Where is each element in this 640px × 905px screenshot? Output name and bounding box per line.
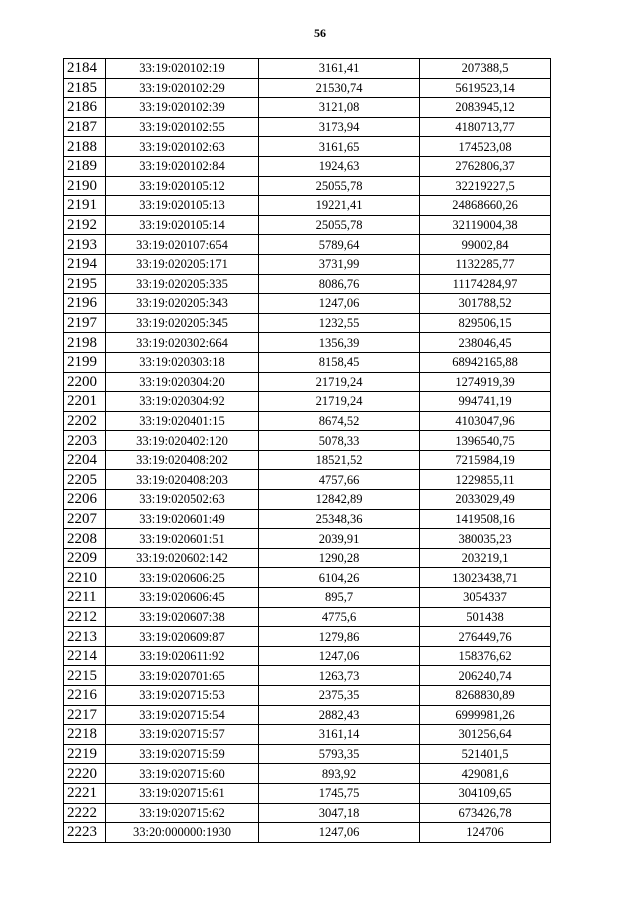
row-number-cell: 2212: [64, 607, 106, 627]
cadastral-number-cell: 33:19:020205:343: [106, 294, 259, 314]
area-cell: 1247,06: [259, 646, 420, 666]
row-number-cell: 2193: [64, 235, 106, 255]
area-cell: 2375,35: [259, 686, 420, 706]
table-row: [64, 196, 551, 216]
cadastral-value-cell: 24868660,26: [420, 196, 551, 216]
area-cell: 21530,74: [259, 78, 420, 98]
area-cell: 5793,35: [259, 744, 420, 764]
cadastral-value-cell: 207388,5: [420, 59, 551, 79]
cadastral-number-cell: 33:19:020105:13: [106, 196, 259, 216]
row-number-cell: 2208: [64, 529, 106, 549]
area-cell: 1247,06: [259, 823, 420, 843]
row-number-cell: 2214: [64, 646, 106, 666]
table-row: [64, 215, 551, 235]
area-cell: 12842,89: [259, 490, 420, 510]
table-row: [64, 333, 551, 353]
table-row: [64, 470, 551, 490]
area-cell: 1356,39: [259, 333, 420, 353]
cadastral-value-cell: 6999981,26: [420, 705, 551, 725]
cadastral-number-cell: 33:19:020715:53: [106, 686, 259, 706]
cadastral-number-cell: 33:19:020715:60: [106, 764, 259, 784]
table-row: [64, 705, 551, 725]
cadastral-number-cell: 33:19:020302:664: [106, 333, 259, 353]
table-row: [64, 98, 551, 118]
row-number-cell: 2197: [64, 313, 106, 333]
cadastral-value-cell: 1419508,16: [420, 509, 551, 529]
table-row: [64, 450, 551, 470]
cadastral-value-cell: 2083945,12: [420, 98, 551, 118]
cadastral-value-cell: 1132285,77: [420, 254, 551, 274]
row-number-cell: 2213: [64, 627, 106, 647]
area-cell: 3161,41: [259, 59, 420, 79]
area-cell: 3173,94: [259, 117, 420, 137]
cadastral-number-cell: 33:19:020107:654: [106, 235, 259, 255]
cadastral-number-cell: 33:19:020715:54: [106, 705, 259, 725]
table-row: [64, 372, 551, 392]
table-row: [64, 176, 551, 196]
cadastral-value-cell: 301256,64: [420, 725, 551, 745]
cadastral-value-cell: 301788,52: [420, 294, 551, 314]
cadastral-value-cell: 501438: [420, 607, 551, 627]
cadastral-value-cell: 8268830,89: [420, 686, 551, 706]
cadastral-value-cell: 3054337: [420, 588, 551, 608]
table-row: [64, 568, 551, 588]
row-number-cell: 2202: [64, 411, 106, 431]
table-row: [64, 274, 551, 294]
table-row: [64, 78, 551, 98]
row-number-cell: 2185: [64, 78, 106, 98]
table-row: [64, 117, 551, 137]
row-number-cell: 2194: [64, 254, 106, 274]
table-row: [64, 744, 551, 764]
table-row: [64, 646, 551, 666]
area-cell: 3121,08: [259, 98, 420, 118]
row-number-cell: 2186: [64, 98, 106, 118]
cadastral-value-cell: 829506,15: [420, 313, 551, 333]
cadastral-number-cell: 33:19:020408:203: [106, 470, 259, 490]
area-cell: 1263,73: [259, 666, 420, 686]
area-cell: 8674,52: [259, 411, 420, 431]
row-number-cell: 2209: [64, 548, 106, 568]
cadastral-number-cell: 33:19:020105:12: [106, 176, 259, 196]
cadastral-number-cell: 33:19:020701:65: [106, 666, 259, 686]
row-number-cell: 2190: [64, 176, 106, 196]
cadastral-number-cell: 33:19:020607:38: [106, 607, 259, 627]
table-row: [64, 235, 551, 255]
table-row: [64, 823, 551, 843]
cadastral-number-cell: 33:19:020102:55: [106, 117, 259, 137]
row-number-cell: 2223: [64, 823, 106, 843]
cadastral-number-cell: 33:19:020606:45: [106, 588, 259, 608]
table-row: [64, 352, 551, 372]
cadastral-number-cell: 33:19:020304:92: [106, 392, 259, 412]
cadastral-value-cell: 32219227,5: [420, 176, 551, 196]
cadastral-value-cell: 203219,1: [420, 548, 551, 568]
area-cell: 4757,66: [259, 470, 420, 490]
cadastral-value-cell: 124706: [420, 823, 551, 843]
area-cell: 1247,06: [259, 294, 420, 314]
row-number-cell: 2192: [64, 215, 106, 235]
area-cell: 18521,52: [259, 450, 420, 470]
cadastral-number-cell: 33:19:020205:171: [106, 254, 259, 274]
area-cell: 1232,55: [259, 313, 420, 333]
row-number-cell: 2222: [64, 803, 106, 823]
area-cell: 895,7: [259, 588, 420, 608]
cadastral-value-cell: 304109,65: [420, 783, 551, 803]
area-cell: 19221,41: [259, 196, 420, 216]
cadastral-number-cell: 33:19:020102:39: [106, 98, 259, 118]
table-row: [64, 254, 551, 274]
row-number-cell: 2217: [64, 705, 106, 725]
cadastral-number-cell: 33:19:020715:61: [106, 783, 259, 803]
table-body: [64, 59, 551, 843]
cadastral-number-cell: 33:20:000000:1930: [106, 823, 259, 843]
table-row: [64, 627, 551, 647]
table-row: [64, 59, 551, 79]
cadastral-value-cell: 158376,62: [420, 646, 551, 666]
cadastral-value-cell: 1229855,11: [420, 470, 551, 490]
cadastral-number-cell: 33:19:020303:18: [106, 352, 259, 372]
cadastral-number-cell: 33:19:020102:29: [106, 78, 259, 98]
cadastral-number-cell: 33:19:020105:14: [106, 215, 259, 235]
row-number-cell: 2191: [64, 196, 106, 216]
row-number-cell: 2184: [64, 59, 106, 79]
cadastral-value-cell: 5619523,14: [420, 78, 551, 98]
row-number-cell: 2206: [64, 490, 106, 510]
table-row: [64, 137, 551, 157]
row-number-cell: 2187: [64, 117, 106, 137]
cadastral-number-cell: 33:19:020611:92: [106, 646, 259, 666]
area-cell: 1924,63: [259, 156, 420, 176]
cadastral-value-table: [63, 58, 551, 843]
cadastral-value-cell: 1274919,39: [420, 372, 551, 392]
table-row: [64, 686, 551, 706]
row-number-cell: 2201: [64, 392, 106, 412]
cadastral-value-cell: 13023438,71: [420, 568, 551, 588]
cadastral-number-cell: 33:19:020606:25: [106, 568, 259, 588]
page-number: 56: [314, 26, 326, 40]
area-cell: 1745,75: [259, 783, 420, 803]
cadastral-number-cell: 33:19:020609:87: [106, 627, 259, 647]
cadastral-value-cell: 2762806,37: [420, 156, 551, 176]
area-cell: 2882,43: [259, 705, 420, 725]
cadastral-value-cell: 380035,23: [420, 529, 551, 549]
row-number-cell: 2219: [64, 744, 106, 764]
row-number-cell: 2216: [64, 686, 106, 706]
table-row: [64, 666, 551, 686]
cadastral-value-cell: 4103047,96: [420, 411, 551, 431]
table-row: [64, 783, 551, 803]
row-number-cell: 2204: [64, 450, 106, 470]
cadastral-number-cell: 33:19:020601:49: [106, 509, 259, 529]
area-cell: 2039,91: [259, 529, 420, 549]
cadastral-number-cell: 33:19:020715:62: [106, 803, 259, 823]
row-number-cell: 2207: [64, 509, 106, 529]
cadastral-number-cell: 33:19:020402:120: [106, 431, 259, 451]
cadastral-value-cell: 276449,76: [420, 627, 551, 647]
area-cell: 3161,14: [259, 725, 420, 745]
cadastral-value-cell: 521401,5: [420, 744, 551, 764]
table-row: [64, 392, 551, 412]
cadastral-value-cell: 4180713,77: [420, 117, 551, 137]
table-row: [64, 803, 551, 823]
table-row: [64, 607, 551, 627]
row-number-cell: 2211: [64, 588, 106, 608]
row-number-cell: 2195: [64, 274, 106, 294]
table-row: [64, 588, 551, 608]
area-cell: 25055,78: [259, 215, 420, 235]
area-cell: 8158,45: [259, 352, 420, 372]
cadastral-number-cell: 33:19:020715:59: [106, 744, 259, 764]
row-number-cell: 2200: [64, 372, 106, 392]
cadastral-value-cell: 429081,6: [420, 764, 551, 784]
row-number-cell: 2196: [64, 294, 106, 314]
table-row: [64, 764, 551, 784]
cadastral-number-cell: 33:19:020401:15: [106, 411, 259, 431]
table-row: [64, 490, 551, 510]
table-row: [64, 431, 551, 451]
cadastral-number-cell: 33:19:020715:57: [106, 725, 259, 745]
row-number-cell: 2205: [64, 470, 106, 490]
cadastral-number-cell: 33:19:020205:335: [106, 274, 259, 294]
cadastral-value-cell: 11174284,97: [420, 274, 551, 294]
cadastral-number-cell: 33:19:020205:345: [106, 313, 259, 333]
cadastral-value-cell: 2033029,49: [420, 490, 551, 510]
cadastral-number-cell: 33:19:020502:63: [106, 490, 259, 510]
area-cell: 893,92: [259, 764, 420, 784]
area-cell: 21719,24: [259, 392, 420, 412]
area-cell: 6104,26: [259, 568, 420, 588]
cadastral-value-cell: 1396540,75: [420, 431, 551, 451]
table-row: [64, 509, 551, 529]
area-cell: 3161,65: [259, 137, 420, 157]
area-cell: 3731,99: [259, 254, 420, 274]
row-number-cell: 2221: [64, 783, 106, 803]
area-cell: 21719,24: [259, 372, 420, 392]
cadastral-value-cell: 238046,45: [420, 333, 551, 353]
cadastral-value-cell: 673426,78: [420, 803, 551, 823]
row-number-cell: 2210: [64, 568, 106, 588]
area-cell: 5078,33: [259, 431, 420, 451]
row-number-cell: 2199: [64, 352, 106, 372]
row-number-cell: 2189: [64, 156, 106, 176]
cadastral-value-cell: 32119004,38: [420, 215, 551, 235]
table-row: [64, 725, 551, 745]
table-row: [64, 313, 551, 333]
table-row: [64, 529, 551, 549]
area-cell: 1290,28: [259, 548, 420, 568]
row-number-cell: 2220: [64, 764, 106, 784]
row-number-cell: 2198: [64, 333, 106, 353]
table-row: [64, 294, 551, 314]
row-number-cell: 2203: [64, 431, 106, 451]
table-row: [64, 548, 551, 568]
cadastral-number-cell: 33:19:020408:202: [106, 450, 259, 470]
cadastral-value-cell: 174523,08: [420, 137, 551, 157]
cadastral-value-cell: 206240,74: [420, 666, 551, 686]
row-number-cell: 2215: [64, 666, 106, 686]
cadastral-number-cell: 33:19:020602:142: [106, 548, 259, 568]
area-cell: 8086,76: [259, 274, 420, 294]
row-number-cell: 2218: [64, 725, 106, 745]
area-cell: 5789,64: [259, 235, 420, 255]
area-cell: 3047,18: [259, 803, 420, 823]
cadastral-value-cell: 68942165,88: [420, 352, 551, 372]
cadastral-number-cell: 33:19:020102:63: [106, 137, 259, 157]
table-row: [64, 411, 551, 431]
area-cell: 4775,6: [259, 607, 420, 627]
cadastral-value-cell: 7215984,19: [420, 450, 551, 470]
cadastral-number-cell: 33:19:020102:19: [106, 59, 259, 79]
cadastral-number-cell: 33:19:020102:84: [106, 156, 259, 176]
area-cell: 25055,78: [259, 176, 420, 196]
area-cell: 1279,86: [259, 627, 420, 647]
cadastral-number-cell: 33:19:020601:51: [106, 529, 259, 549]
cadastral-value-cell: 994741,19: [420, 392, 551, 412]
area-cell: 25348,36: [259, 509, 420, 529]
cadastral-value-cell: 99002,84: [420, 235, 551, 255]
table-row: [64, 156, 551, 176]
cadastral-number-cell: 33:19:020304:20: [106, 372, 259, 392]
row-number-cell: 2188: [64, 137, 106, 157]
